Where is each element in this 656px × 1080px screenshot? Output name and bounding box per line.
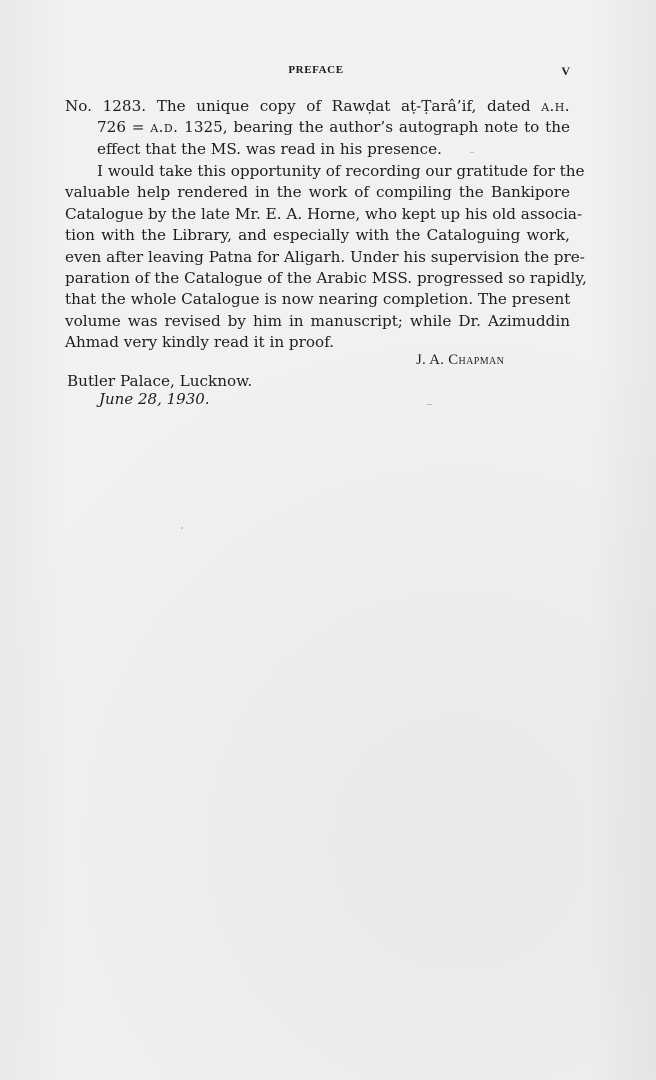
era-abbreviation: a.h. — [541, 97, 570, 115]
paragraph-line: volume was revised by him in manuscript; while Dr. Azimuddin — [65, 311, 570, 330]
paper-speck — [470, 152, 474, 153]
signature-surname: Chapman — [448, 352, 505, 368]
place-line: Butler Palace, Lucknow. — [67, 372, 253, 390]
paragraph-line: effect that the MS. was read in his presence. — [97, 139, 442, 158]
paragraph-line: Ahmad very kindly read it in proof. — [65, 333, 335, 352]
text-segment: 1325, bearing the author’s autograph note to the — [178, 118, 570, 137]
paragraph-entry-1283 — [65, 96, 570, 160]
running-head — [0, 64, 656, 80]
signature — [416, 352, 504, 369]
paragraph-line — [65, 96, 570, 117]
era-abbreviation: a.d. — [150, 118, 179, 137]
paper-speck — [427, 404, 432, 405]
paragraph-line — [65, 117, 570, 138]
text-segment: No. 1283. The unique copy of Rawḍat aṭ-Ṭarâ’if, dated — [65, 97, 542, 115]
paragraph-line: Catalogue by the late Mr. E. A. Horne, who kept up his old associa- — [65, 204, 583, 223]
paragraph-line: even after leaving Patna for Aligarh. Under his supervision the pre- — [65, 247, 585, 266]
text-segment: 726 = — [97, 118, 151, 137]
paragraph-line: paration of the Catalogue of the Arabic MSS. progressed so rapidly, — [65, 269, 587, 288]
running-title: PREFACE — [288, 64, 344, 76]
page-number: V — [561, 64, 570, 78]
paragraph-line: tion with the Library, and especially with the Cataloguing work, — [65, 226, 570, 245]
paragraph-line: I would take this opportunity of recording our gratitude for the — [97, 162, 585, 180]
paragraph-acknowledgement — [65, 161, 587, 354]
paragraph-line: valuable help rendered in the work of compiling the Bankipore — [65, 183, 570, 202]
paper-speck — [181, 527, 183, 529]
signature-initials: J. A. — [416, 352, 449, 368]
paragraph-line: that the whole Catalogue is now nearing completion. The present — [65, 290, 571, 309]
date-line: June 28, 1930. — [99, 390, 210, 408]
